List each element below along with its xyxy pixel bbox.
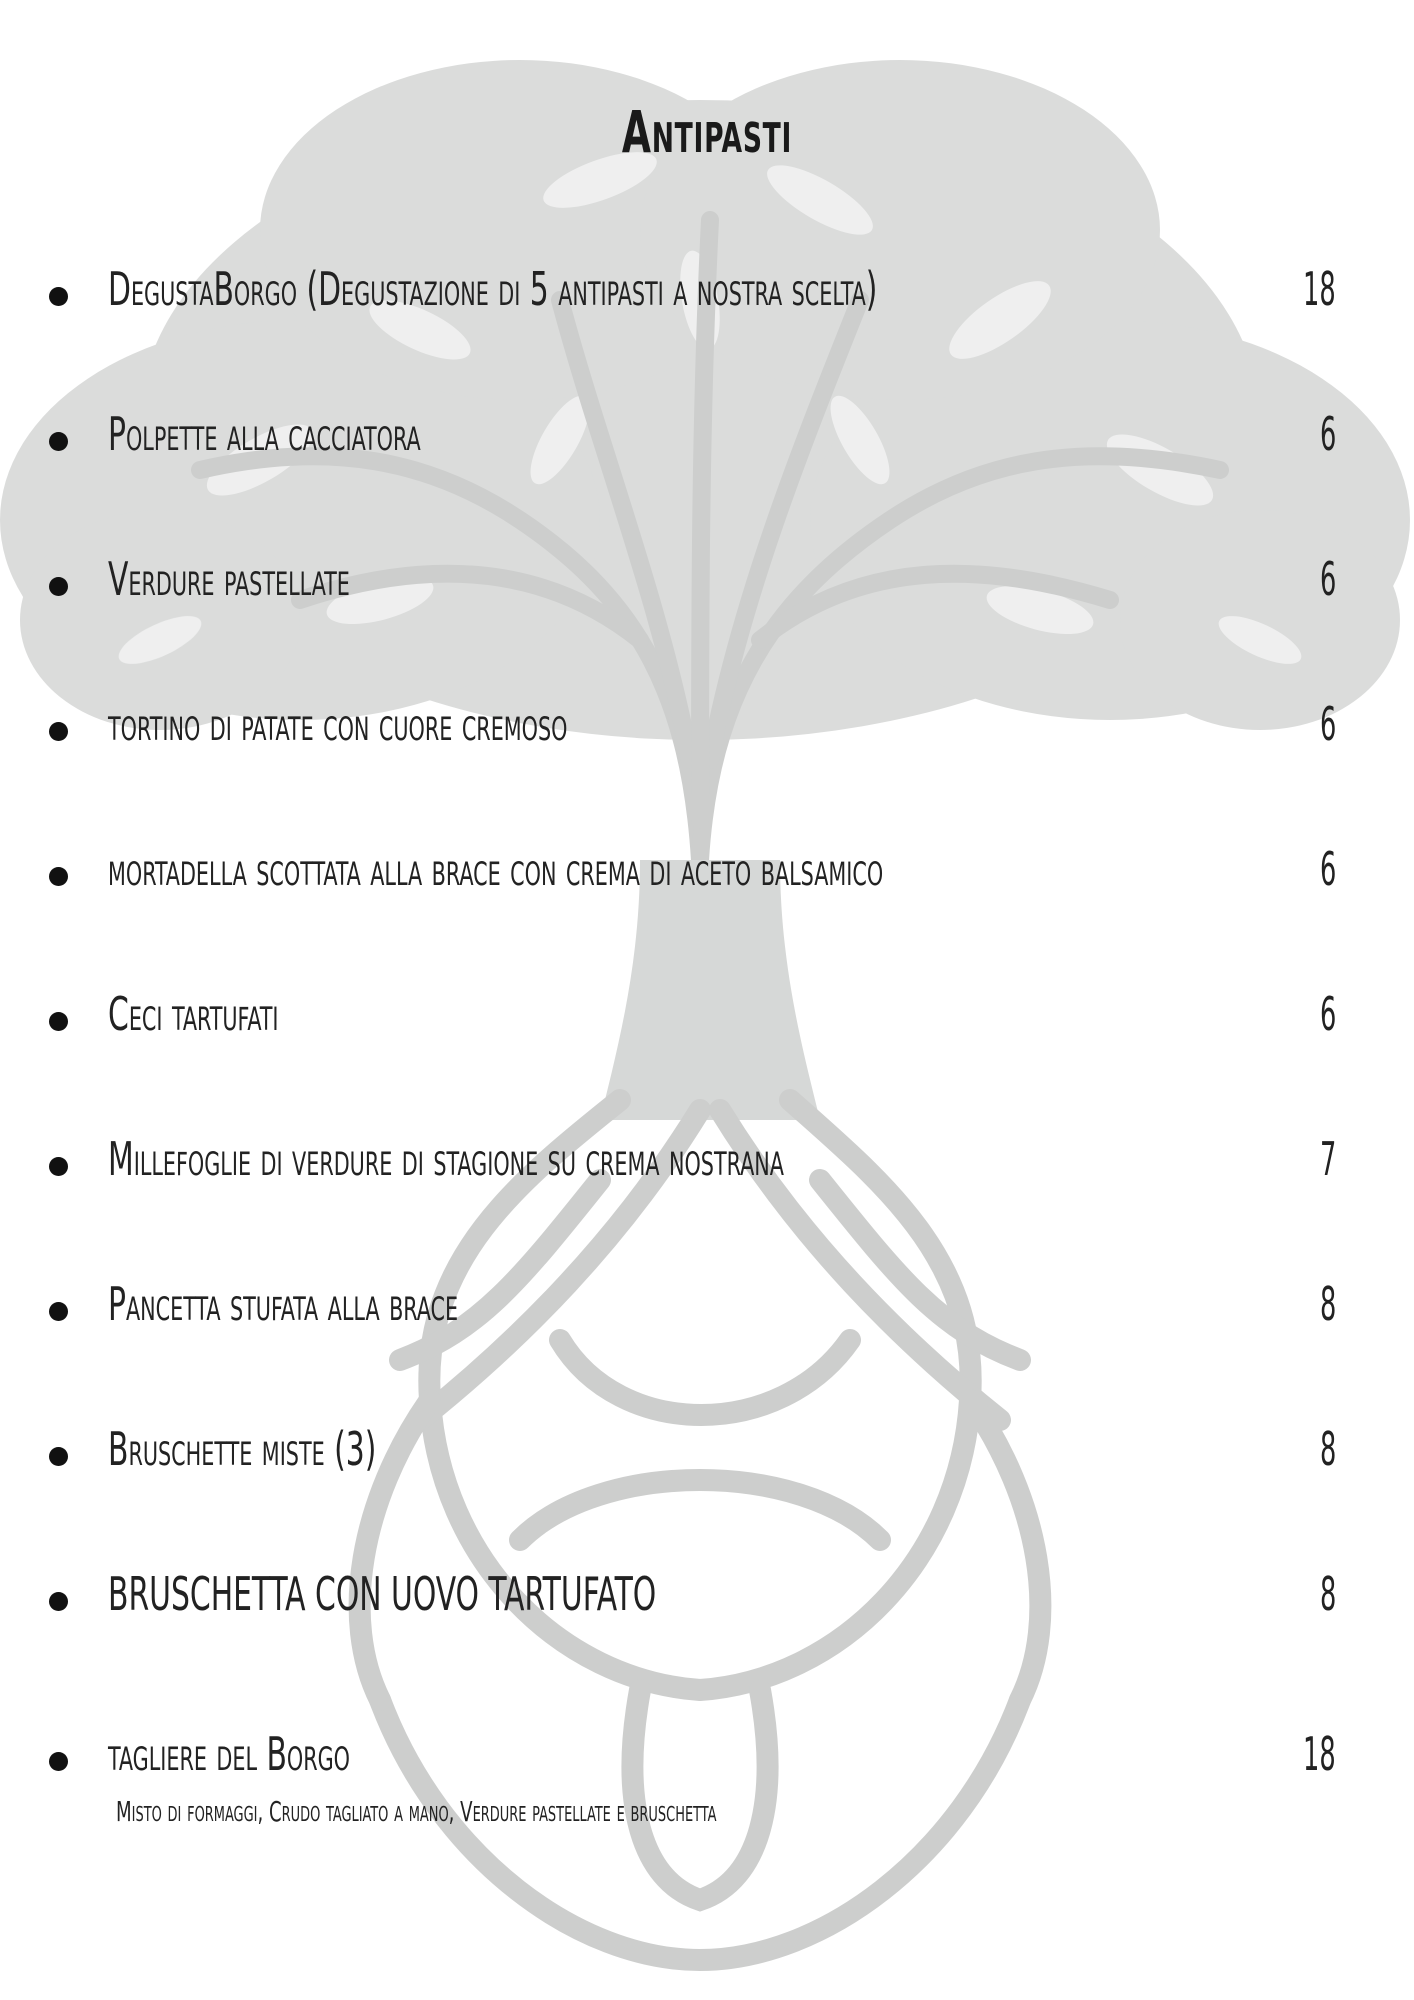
menu-item-name: Ceci tartufati bbox=[108, 987, 279, 1041]
menu-item-name: Millefoglie di verdure di stagione su crema nostrana bbox=[108, 1132, 784, 1186]
bullet-icon bbox=[49, 287, 68, 306]
bullet-icon bbox=[49, 432, 68, 451]
bullet-icon bbox=[49, 1012, 68, 1031]
menu-item-name: DegustaBorgo (Degustazione di 5 antipasti a nostra scelta) bbox=[108, 262, 878, 316]
menu-item-price: 18 bbox=[1303, 262, 1336, 316]
bullet-icon bbox=[49, 722, 68, 741]
menu-item-price: 6 bbox=[1319, 842, 1336, 896]
bullet-icon bbox=[49, 1157, 68, 1176]
menu-item-price: 8 bbox=[1319, 1277, 1336, 1331]
bullet-icon bbox=[49, 1302, 68, 1321]
menu-item-price: 6 bbox=[1319, 552, 1336, 606]
menu-item-price: 6 bbox=[1319, 987, 1336, 1041]
menu-item-name: Polpette alla cacciatora bbox=[108, 407, 421, 461]
bullet-icon bbox=[49, 1592, 68, 1611]
page-title: Antipasti bbox=[621, 98, 793, 166]
menu-item-description: Misto di formaggi, Crudo tagliato a mano, Verdure pastellate e bruschetta bbox=[116, 1795, 717, 1828]
menu-item-price: 8 bbox=[1319, 1422, 1336, 1476]
bullet-icon bbox=[49, 1447, 68, 1466]
menu-item-name: Verdure pastellate bbox=[108, 552, 350, 606]
menu-item-price: 6 bbox=[1319, 407, 1336, 461]
menu-item-name: tortino di patate con cuore cremoso bbox=[108, 697, 568, 751]
menu-item-name: BRUSCHETTA CON UOVO TARTUFATO bbox=[108, 1567, 657, 1621]
bullet-icon bbox=[49, 577, 68, 596]
menu-item-name: tagliere del Borgo bbox=[108, 1727, 350, 1781]
menu-item-price: 8 bbox=[1319, 1567, 1336, 1621]
menu-item-price: 7 bbox=[1319, 1132, 1336, 1186]
menu-item-name: Bruschette miste (3) bbox=[108, 1422, 377, 1476]
menu-item-price: 18 bbox=[1303, 1727, 1336, 1781]
menu-item-name: mortadella scottata alla brace con crema di aceto balsamico bbox=[108, 842, 884, 896]
menu-item-name: Pancetta stufata alla brace bbox=[108, 1277, 459, 1331]
menu-item-price: 6 bbox=[1319, 697, 1336, 751]
bullet-icon bbox=[49, 867, 68, 886]
bullet-icon bbox=[49, 1752, 68, 1771]
